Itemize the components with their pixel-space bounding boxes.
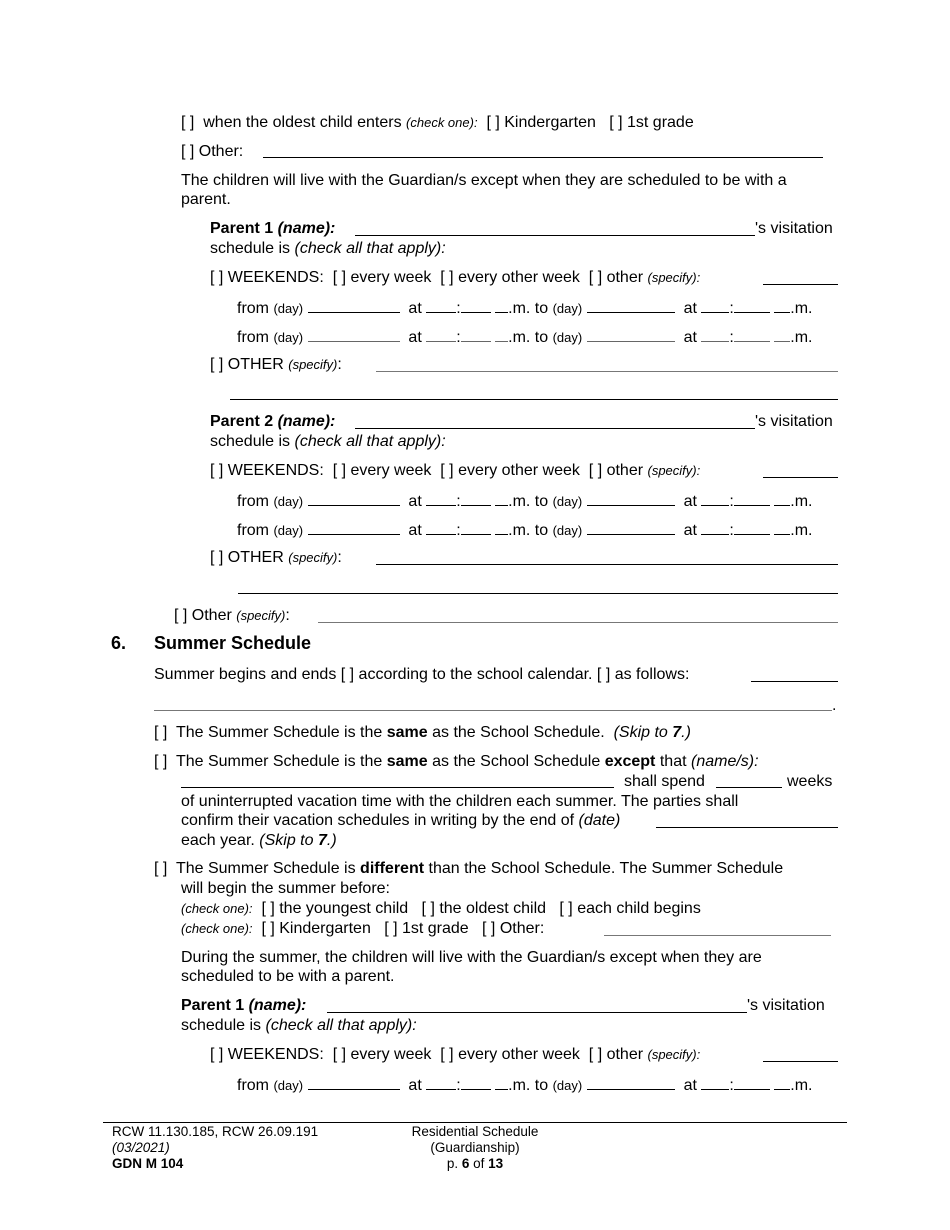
oldest-child-text: when the oldest child enters xyxy=(203,114,402,131)
same-checkbox[interactable]: [ ] xyxy=(154,724,168,741)
hour-blank[interactable] xyxy=(426,519,456,535)
at-label: at xyxy=(408,493,422,510)
m-label: .m. xyxy=(790,300,813,317)
hour-blank[interactable] xyxy=(701,519,729,535)
day-hint: (day) xyxy=(552,330,583,345)
option-kindergarten[interactable]: [ ] Kindergarten xyxy=(486,114,596,131)
different-text-a: The Summer Schedule is xyxy=(175,860,356,877)
specify-hint: (specify): xyxy=(647,1047,701,1062)
parent2-from-line-1 xyxy=(237,490,812,511)
name-hint: (name): xyxy=(248,997,307,1014)
during-line1: During the summer, the children will live with the Guardian/s except when they are xyxy=(181,949,762,966)
except-checkbox[interactable]: [ ] xyxy=(154,753,168,770)
except-text-a: The Summer Schedule is the xyxy=(175,753,383,770)
colon: : xyxy=(456,522,461,539)
summer-parent1-suffix: 's visitation xyxy=(747,997,825,1014)
other-bottom-line: [ ] Other (specify): xyxy=(174,607,290,624)
colon: : xyxy=(729,1077,734,1094)
name-hint: (name): xyxy=(277,413,336,430)
youngest-child-option[interactable]: [ ] the youngest child xyxy=(261,900,409,917)
ampm-blank[interactable] xyxy=(495,326,508,342)
schedule-pre: schedule is xyxy=(210,433,291,450)
different-text-c: than the School Schedule. The Summer Schedule xyxy=(428,860,784,877)
section-title: Summer Schedule xyxy=(154,633,312,653)
parent1-from-line-1 xyxy=(237,297,812,318)
same-schedule-line: [ ] The Summer Schedule is the same as the School Schedule. (Skip to 7.) xyxy=(154,724,691,741)
m-to-label: .m. to xyxy=(508,329,549,346)
day-hint: (day) xyxy=(552,523,583,538)
weeks-blank[interactable] xyxy=(716,787,782,788)
parent2-weekends-line xyxy=(210,461,700,480)
schedule-hint: (check all that apply): xyxy=(294,433,446,450)
at-label: at xyxy=(408,1077,422,1094)
ampm-blank[interactable] xyxy=(774,297,790,313)
page-number: 6 xyxy=(461,1156,470,1171)
check-one-line-2 xyxy=(181,919,544,938)
parent1-name-blank[interactable] xyxy=(355,235,755,236)
other-option[interactable]: [ ] other xyxy=(588,269,644,286)
other-option[interactable]: [ ] other xyxy=(588,1046,644,1063)
from-day-blank[interactable] xyxy=(308,490,400,506)
parent2-suffix: 's visitation xyxy=(755,413,833,430)
every-other-week-option[interactable]: [ ] every other week xyxy=(440,269,580,286)
ampm-blank[interactable] xyxy=(495,1074,508,1090)
parent1-from-line-2 xyxy=(237,326,812,347)
every-week-option[interactable]: [ ] every week xyxy=(332,1046,432,1063)
parent2-from-line-2 xyxy=(237,519,812,540)
each-year-text: each year. xyxy=(181,832,255,849)
hour-blank[interactable] xyxy=(426,490,456,506)
except-text-c: as the School Schedule xyxy=(432,753,601,770)
from-label: from xyxy=(237,1077,269,1094)
skip-text: (Skip to xyxy=(259,832,314,849)
from-day-blank[interactable] xyxy=(308,297,400,313)
summer-parent1-from-line xyxy=(237,1074,812,1095)
m-label: .m. xyxy=(790,1077,813,1094)
hour-blank[interactable] xyxy=(426,297,456,313)
weeks-text: weeks xyxy=(787,773,833,790)
weekends-specify-blank[interactable] xyxy=(763,1061,838,1062)
other-checkbox[interactable]: [ ] Other xyxy=(174,607,232,624)
other-bottom-blank[interactable] xyxy=(318,622,838,623)
weekends-checkbox[interactable]: [ ] WEEKENDS: xyxy=(210,269,324,286)
ampm-blank[interactable] xyxy=(774,519,790,535)
as-follows-blank-2[interactable] xyxy=(154,710,832,711)
schedule-pre: schedule is xyxy=(210,240,291,257)
same-text-a: The Summer Schedule is the xyxy=(175,724,383,741)
from-day-blank[interactable] xyxy=(308,1074,400,1090)
parent1-weekends-line xyxy=(210,268,700,287)
other-blank[interactable] xyxy=(263,157,823,158)
same-bold: same xyxy=(386,724,428,741)
day-hint: (day) xyxy=(552,1078,583,1093)
parent2-title: Parent 2 xyxy=(210,413,274,430)
footer-center xyxy=(375,1124,575,1172)
parent2-other-blank[interactable] xyxy=(376,564,838,565)
every-week-option[interactable]: [ ] every week xyxy=(332,462,432,479)
first-grade-option[interactable]: [ ] 1st grade xyxy=(384,920,469,937)
every-week-option[interactable]: [ ] every week xyxy=(332,269,432,286)
parent2-label xyxy=(210,412,335,431)
period: . xyxy=(832,697,837,714)
confirm-line xyxy=(181,811,620,830)
other-checkbox[interactable]: [ ] OTHER xyxy=(210,356,284,373)
oldest-child-option[interactable]: [ ] the oldest child xyxy=(421,900,547,917)
skip-number: 7 xyxy=(672,724,682,741)
minute-blank[interactable] xyxy=(461,490,491,506)
other-blank[interactable] xyxy=(604,935,831,936)
different-bold: different xyxy=(360,860,425,877)
footer-page xyxy=(375,1156,575,1172)
to-day-blank[interactable] xyxy=(587,1074,675,1090)
specify-hint: (specify) xyxy=(288,550,338,565)
from-label: from xyxy=(237,329,269,346)
parent1-label xyxy=(210,219,335,238)
parent1-title: Parent 1 xyxy=(181,997,245,1014)
parent1-suffix: 's visitation xyxy=(755,220,833,237)
to-day-blank[interactable] xyxy=(587,490,675,506)
from-label: from xyxy=(237,300,269,317)
minute-blank[interactable] xyxy=(734,326,770,342)
uninterrupted-text: of uninterrupted vacation time with the children each summer. The parties shall xyxy=(181,793,739,810)
parent2-other-blank-2[interactable] xyxy=(238,593,838,594)
colon: : xyxy=(456,329,461,346)
children-live-line2: parent. xyxy=(181,191,231,208)
specify-hint: (specify) xyxy=(288,357,338,372)
except-schedule-line xyxy=(154,752,759,771)
m-label: .m. xyxy=(790,522,813,539)
hour-blank[interactable] xyxy=(701,490,729,506)
ampm-blank[interactable] xyxy=(774,490,790,506)
schedule-hint: (check all that apply): xyxy=(294,240,446,257)
check-one-line-1 xyxy=(181,899,701,918)
every-other-week-option[interactable]: [ ] every other week xyxy=(440,462,580,479)
as-follows-blank[interactable] xyxy=(751,681,838,682)
colon: : xyxy=(729,300,734,317)
checkbox[interactable]: [ ] xyxy=(181,114,195,131)
minute-blank[interactable] xyxy=(461,326,491,342)
weekends-checkbox[interactable]: [ ] WEEKENDS: xyxy=(210,462,324,479)
parent2-schedule-line xyxy=(210,432,446,451)
children-live-text xyxy=(181,171,787,209)
page-p: p. xyxy=(446,1156,459,1171)
parent1-schedule-line xyxy=(210,239,446,258)
date-hint: (date) xyxy=(578,812,621,829)
children-live-line1: The children will live with the Guardian/s except when they are scheduled to be with a xyxy=(181,172,787,189)
footer-left xyxy=(112,1124,318,1172)
at-label: at xyxy=(683,522,697,539)
ampm-blank[interactable] xyxy=(774,1074,790,1090)
to-day-blank[interactable] xyxy=(587,326,675,342)
parent1-other-blank-2[interactable] xyxy=(230,399,838,400)
parent1-other-blank[interactable] xyxy=(376,371,838,372)
at-label: at xyxy=(408,300,422,317)
each-year-line: each year. (Skip to 7.) xyxy=(181,832,337,849)
oldest-child-line xyxy=(181,113,694,132)
section-number: 6. xyxy=(111,633,127,653)
kindergarten-option[interactable]: [ ] Kindergarten xyxy=(261,920,371,937)
hour-blank[interactable] xyxy=(701,297,729,313)
hour-blank[interactable] xyxy=(701,1074,729,1090)
except-bold-except: except xyxy=(604,753,656,770)
other-line[interactable] xyxy=(181,142,243,161)
summer-parent1-label xyxy=(181,996,306,1015)
at-label: at xyxy=(408,329,422,346)
check-one-hint: (check one): xyxy=(181,901,253,916)
footer-rcw: RCW 11.130.185, RCW 26.09.191 xyxy=(112,1124,319,1139)
to-day-blank[interactable] xyxy=(587,519,675,535)
ampm-blank[interactable] xyxy=(495,297,508,313)
colon: : xyxy=(729,329,734,346)
colon: : xyxy=(729,522,734,539)
other-option[interactable]: [ ] Other: xyxy=(482,920,545,937)
hour-blank[interactable] xyxy=(426,1074,456,1090)
footer-title1: Residential Schedule xyxy=(411,1124,539,1139)
specify-hint: (specify): xyxy=(647,463,701,478)
name-hint: (name): xyxy=(277,220,336,237)
date-blank[interactable] xyxy=(656,827,838,828)
day-hint: (day) xyxy=(273,330,304,345)
day-hint: (day) xyxy=(552,301,583,316)
skip-text: (Skip to xyxy=(613,724,668,741)
footer-form-number: GDN M 104 xyxy=(112,1156,184,1171)
footer-date: (03/2021) xyxy=(112,1140,170,1155)
parent2-other-line: [ ] OTHER (specify): xyxy=(210,549,342,566)
page-total: 13 xyxy=(488,1156,504,1171)
names-hint: (name/s): xyxy=(690,753,759,770)
check-one-hint: (check one): xyxy=(181,921,253,936)
shall-spend-text: shall spend xyxy=(624,773,705,790)
at-label: at xyxy=(683,493,697,510)
schedule-hint: (check all that apply): xyxy=(265,1017,417,1034)
day-hint: (day) xyxy=(273,523,304,538)
day-hint: (day) xyxy=(273,494,304,509)
same-text-c: as the School Schedule. xyxy=(432,724,605,741)
to-day-blank[interactable] xyxy=(587,297,675,313)
will-begin-text: will begin the summer before: xyxy=(181,880,390,897)
colon: : xyxy=(456,493,461,510)
footer-title2: (Guardianship) xyxy=(430,1140,520,1155)
option-1st-grade[interactable]: [ ] 1st grade xyxy=(609,114,694,131)
from-label: from xyxy=(237,522,269,539)
colon: : xyxy=(456,1077,461,1094)
other-option[interactable]: [ ] other xyxy=(588,462,644,479)
parent1-other-line: [ ] OTHER (specify): xyxy=(210,356,342,373)
day-hint: (day) xyxy=(552,494,583,509)
minute-blank[interactable] xyxy=(461,519,491,535)
footer-divider xyxy=(103,1122,847,1123)
every-other-week-option[interactable]: [ ] every other week xyxy=(440,1046,580,1063)
except-text-e: that xyxy=(659,753,687,770)
m-to-label: .m. to xyxy=(508,522,549,539)
m-to-label: .m. to xyxy=(508,300,549,317)
summer-parent1-weekends-line xyxy=(210,1045,700,1064)
during-summer-text xyxy=(181,948,762,986)
parent2-name-blank[interactable] xyxy=(355,428,755,429)
other-label: [ ] Other: xyxy=(181,143,244,160)
day-hint: (day) xyxy=(273,301,304,316)
page-of: of xyxy=(473,1156,485,1171)
from-day-blank[interactable] xyxy=(308,326,400,342)
minute-blank[interactable] xyxy=(734,490,770,506)
hour-blank[interactable] xyxy=(426,326,456,342)
colon: : xyxy=(729,493,734,510)
minute-blank[interactable] xyxy=(461,297,491,313)
different-schedule-line xyxy=(154,859,783,878)
colon: : xyxy=(456,300,461,317)
m-label: .m. xyxy=(790,493,813,510)
at-label: at xyxy=(683,1077,697,1094)
other-checkbox[interactable]: [ ] OTHER xyxy=(210,549,284,566)
at-label: at xyxy=(683,300,697,317)
minute-blank[interactable] xyxy=(734,297,770,313)
ampm-blank[interactable] xyxy=(495,519,508,535)
minute-blank[interactable] xyxy=(734,1074,770,1090)
hour-blank[interactable] xyxy=(701,326,729,342)
weekends-specify-blank[interactable] xyxy=(763,477,838,478)
m-label: .m. xyxy=(790,329,813,346)
from-label: from xyxy=(237,493,269,510)
summer-parent1-name-blank[interactable] xyxy=(327,1012,747,1013)
weekends-checkbox[interactable]: [ ] WEEKENDS: xyxy=(210,1046,324,1063)
during-line2: scheduled to be with a parent. xyxy=(181,968,395,985)
m-to-label: .m. to xyxy=(508,493,549,510)
schedule-pre: schedule is xyxy=(181,1017,262,1034)
skip-number: 7 xyxy=(317,832,327,849)
from-day-blank[interactable] xyxy=(308,519,400,535)
different-checkbox[interactable]: [ ] xyxy=(154,860,168,877)
confirm-text: confirm their vacation schedules in writing by the end of xyxy=(181,812,575,829)
minute-blank[interactable] xyxy=(734,519,770,535)
parent1-title: Parent 1 xyxy=(210,220,274,237)
m-to-label: .m. to xyxy=(508,1077,549,1094)
day-hint: (day) xyxy=(273,1078,304,1093)
summer-begins-text: Summer begins and ends [ ] according to the school calendar. [ ] as follows: xyxy=(154,666,690,683)
at-label: at xyxy=(408,522,422,539)
at-label: at xyxy=(683,329,697,346)
ampm-blank[interactable] xyxy=(495,490,508,506)
minute-blank[interactable] xyxy=(461,1074,491,1090)
except-bold-same: same xyxy=(386,753,428,770)
specify-hint: (specify): xyxy=(647,270,701,285)
hint: (check one): xyxy=(406,115,478,130)
each-child-option[interactable]: [ ] each child begins xyxy=(559,900,701,917)
summer-parent1-schedule-line xyxy=(181,1016,417,1035)
ampm-blank[interactable] xyxy=(774,326,790,342)
specify-hint: (specify) xyxy=(236,608,286,623)
weekends-specify-blank[interactable] xyxy=(763,284,838,285)
names-blank[interactable] xyxy=(181,787,614,788)
